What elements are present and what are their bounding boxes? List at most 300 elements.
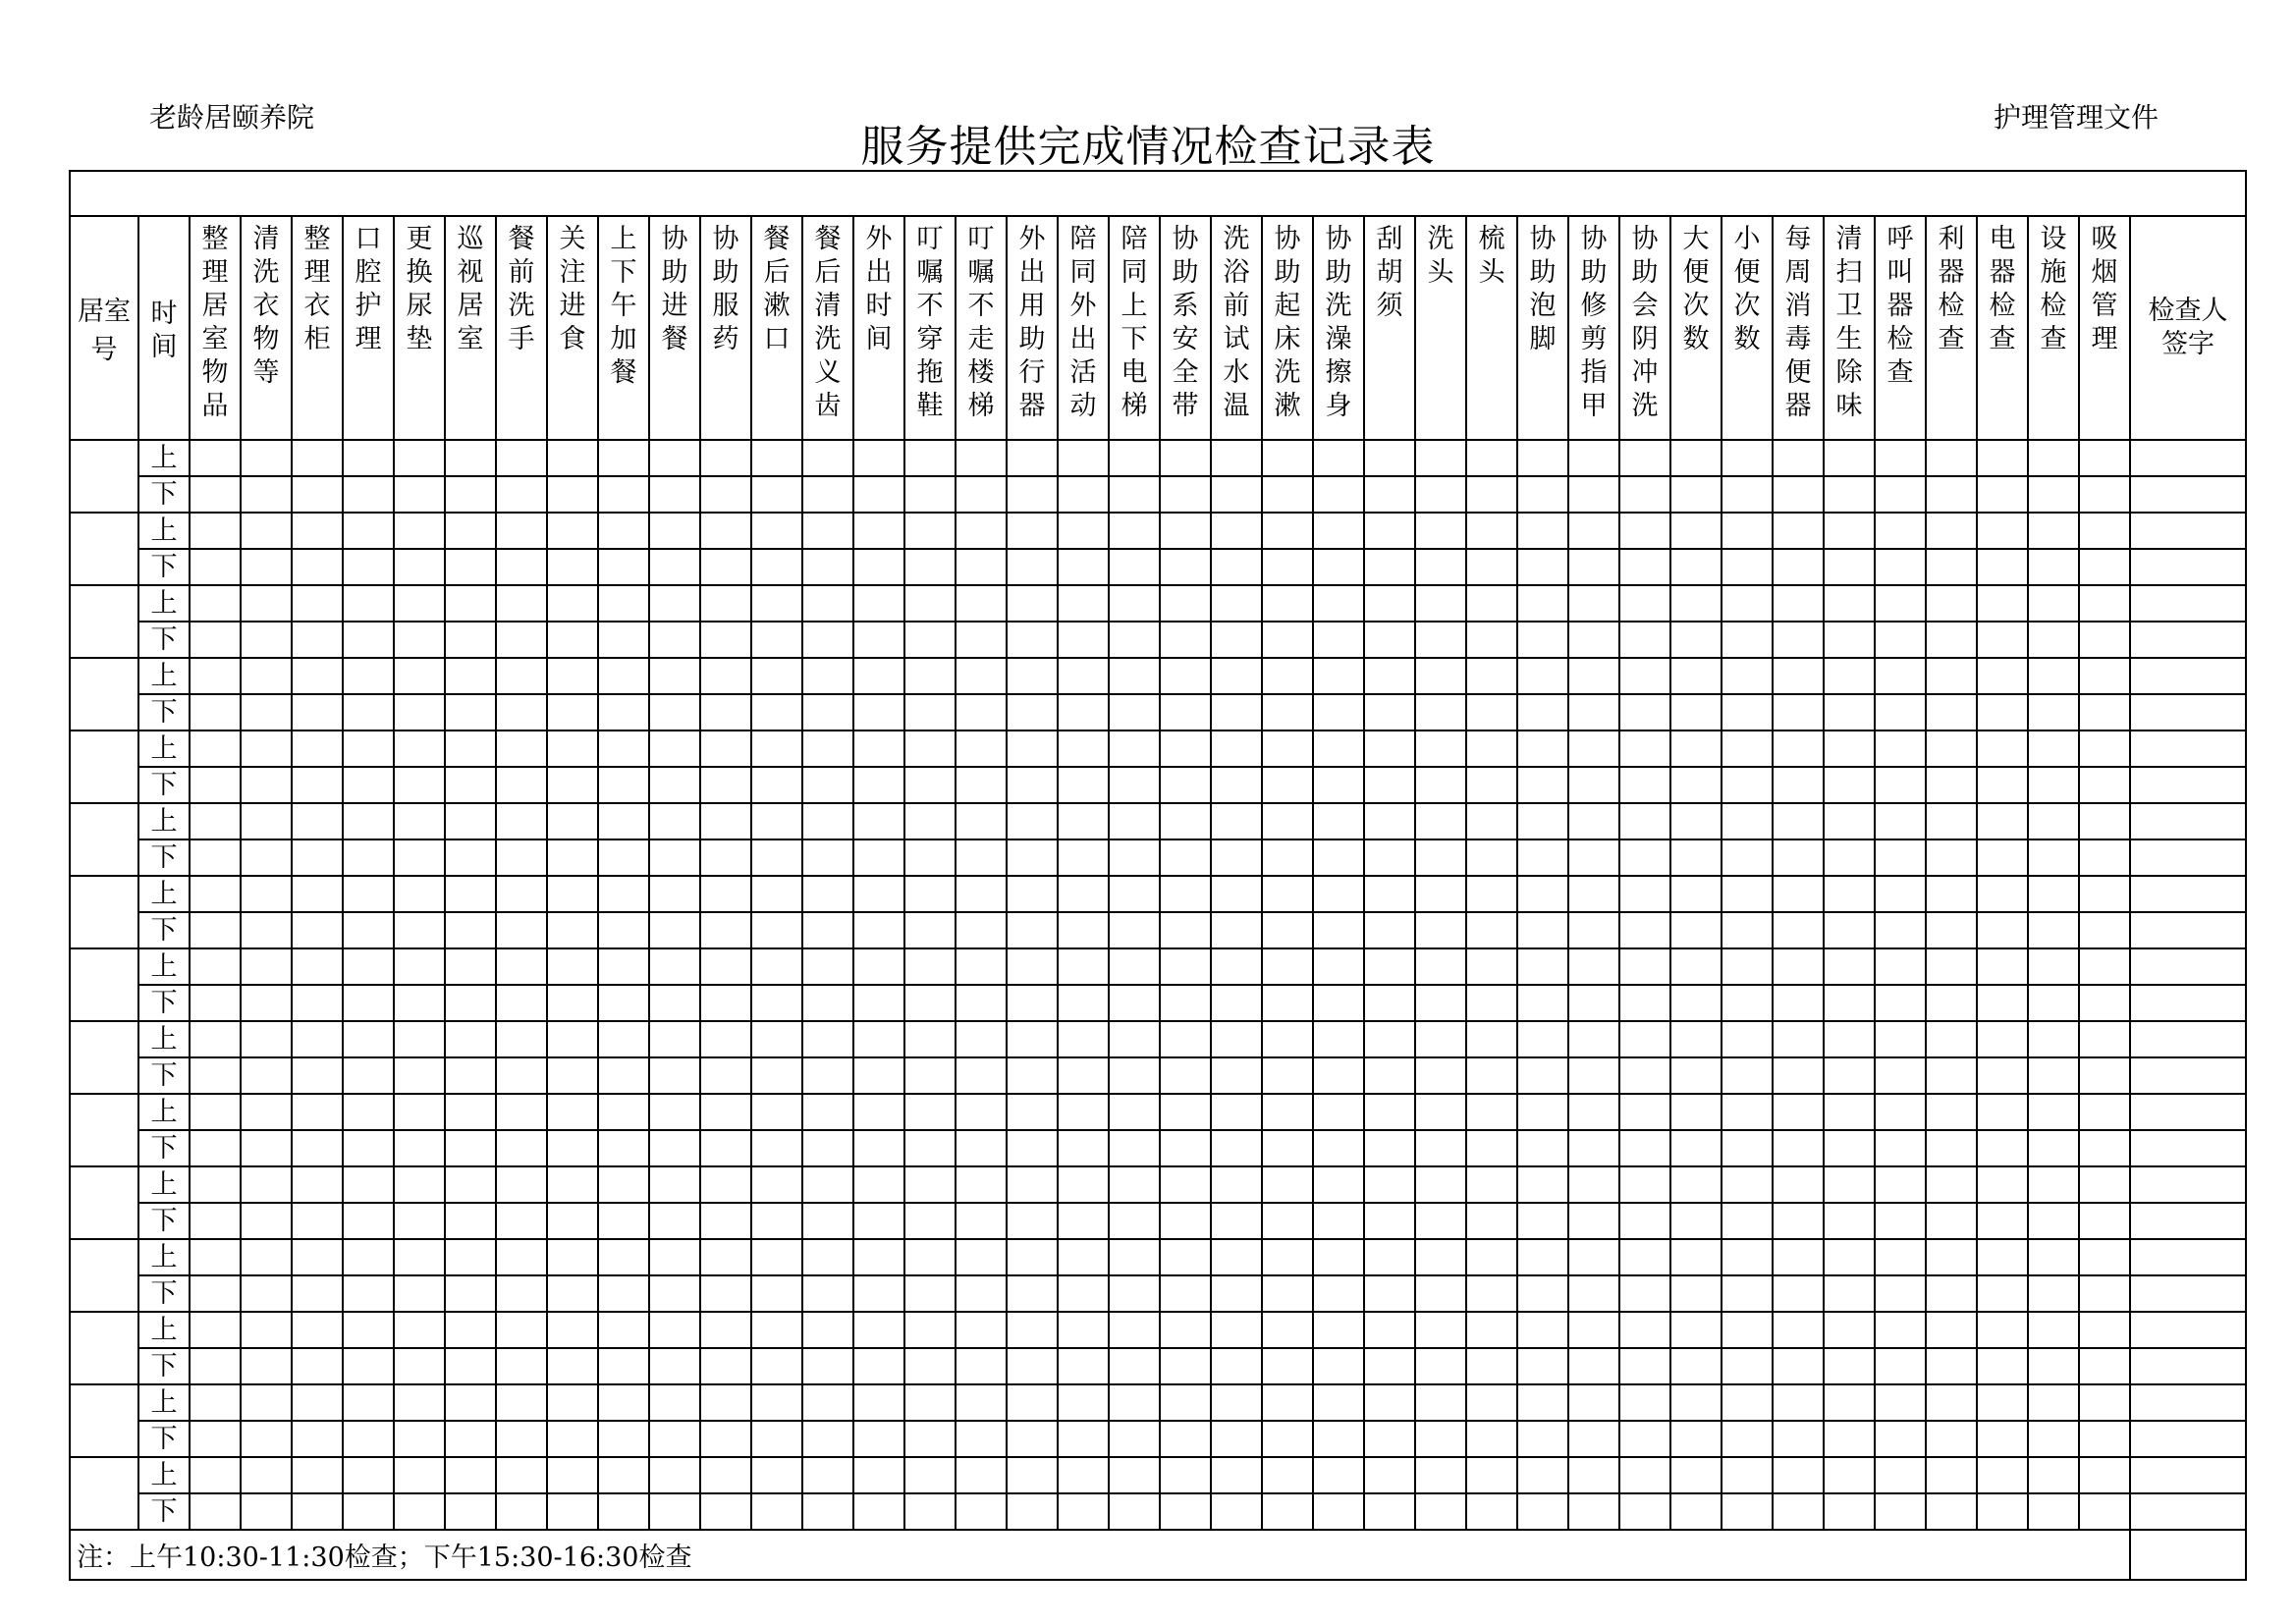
check-cell[interactable] — [1160, 767, 1211, 803]
check-cell[interactable] — [292, 1021, 343, 1057]
check-cell[interactable] — [1619, 767, 1670, 803]
check-cell[interactable] — [1160, 1239, 1211, 1275]
check-cell[interactable] — [343, 549, 394, 585]
check-cell[interactable] — [1007, 803, 1058, 839]
check-cell[interactable] — [1619, 585, 1670, 622]
check-cell[interactable] — [956, 1239, 1007, 1275]
check-cell[interactable] — [292, 948, 343, 985]
check-cell[interactable] — [1262, 1203, 1313, 1239]
check-cell[interactable] — [190, 1130, 241, 1166]
check-cell[interactable] — [1977, 1094, 2028, 1130]
check-cell[interactable] — [1058, 948, 1109, 985]
check-cell[interactable] — [1007, 1166, 1058, 1203]
check-cell[interactable] — [343, 985, 394, 1021]
check-cell[interactable] — [190, 1384, 241, 1421]
check-cell[interactable] — [190, 585, 241, 622]
check-cell[interactable] — [1977, 440, 2028, 476]
check-cell[interactable] — [802, 622, 853, 658]
check-cell[interactable] — [1058, 767, 1109, 803]
signature-cell[interactable] — [2130, 1312, 2246, 1348]
check-cell[interactable] — [1977, 767, 2028, 803]
check-cell[interactable] — [1926, 440, 1977, 476]
check-cell[interactable] — [1058, 513, 1109, 549]
check-cell[interactable] — [343, 1493, 394, 1530]
check-cell[interactable] — [1211, 658, 1262, 694]
check-cell[interactable] — [802, 1021, 853, 1057]
check-cell[interactable] — [1364, 694, 1415, 731]
check-cell[interactable] — [1109, 1239, 1160, 1275]
check-cell[interactable] — [496, 1384, 547, 1421]
check-cell[interactable] — [1466, 1348, 1517, 1384]
check-cell[interactable] — [1517, 767, 1568, 803]
check-cell[interactable] — [598, 1457, 649, 1493]
check-cell[interactable] — [496, 513, 547, 549]
check-cell[interactable] — [1364, 1057, 1415, 1094]
check-cell[interactable] — [853, 440, 904, 476]
signature-cell[interactable] — [2130, 1203, 2246, 1239]
check-cell[interactable] — [956, 767, 1007, 803]
check-cell[interactable] — [241, 839, 292, 876]
check-cell[interactable] — [1313, 1348, 1364, 1384]
room-number-cell[interactable] — [70, 1094, 138, 1166]
check-cell[interactable] — [649, 513, 700, 549]
check-cell[interactable] — [1160, 912, 1211, 948]
check-cell[interactable] — [1977, 476, 2028, 513]
check-cell[interactable] — [1824, 549, 1875, 585]
check-cell[interactable] — [241, 1421, 292, 1457]
check-cell[interactable] — [1517, 1203, 1568, 1239]
check-cell[interactable] — [904, 622, 956, 658]
check-cell[interactable] — [1517, 1094, 1568, 1130]
check-cell[interactable] — [1824, 1421, 1875, 1457]
check-cell[interactable] — [1670, 1275, 1722, 1312]
check-cell[interactable] — [547, 948, 598, 985]
check-cell[interactable] — [1007, 1239, 1058, 1275]
check-cell[interactable] — [598, 1021, 649, 1057]
check-cell[interactable] — [2079, 1021, 2130, 1057]
check-cell[interactable] — [1211, 1239, 1262, 1275]
check-cell[interactable] — [1262, 912, 1313, 948]
check-cell[interactable] — [190, 985, 241, 1021]
check-cell[interactable] — [1160, 1457, 1211, 1493]
check-cell[interactable] — [1568, 476, 1619, 513]
check-cell[interactable] — [700, 585, 751, 622]
check-cell[interactable] — [1466, 1203, 1517, 1239]
check-cell[interactable] — [956, 1275, 1007, 1312]
check-cell[interactable] — [1977, 513, 2028, 549]
check-cell[interactable] — [445, 1130, 496, 1166]
check-cell[interactable] — [956, 622, 1007, 658]
check-cell[interactable] — [1926, 1203, 1977, 1239]
check-cell[interactable] — [1670, 1166, 1722, 1203]
check-cell[interactable] — [1670, 1239, 1722, 1275]
check-cell[interactable] — [802, 839, 853, 876]
check-cell[interactable] — [1517, 1021, 1568, 1057]
check-cell[interactable] — [751, 440, 802, 476]
check-cell[interactable] — [1058, 1021, 1109, 1057]
check-cell[interactable] — [1722, 948, 1773, 985]
check-cell[interactable] — [853, 767, 904, 803]
check-cell[interactable] — [751, 658, 802, 694]
check-cell[interactable] — [1160, 440, 1211, 476]
check-cell[interactable] — [292, 1312, 343, 1348]
check-cell[interactable] — [1160, 549, 1211, 585]
check-cell[interactable] — [190, 622, 241, 658]
check-cell[interactable] — [956, 1094, 1007, 1130]
check-cell[interactable] — [292, 1203, 343, 1239]
check-cell[interactable] — [853, 1348, 904, 1384]
check-cell[interactable] — [1773, 513, 1824, 549]
check-cell[interactable] — [1977, 658, 2028, 694]
check-cell[interactable] — [1619, 985, 1670, 1021]
check-cell[interactable] — [2079, 948, 2130, 985]
check-cell[interactable] — [1568, 1166, 1619, 1203]
check-cell[interactable] — [1313, 440, 1364, 476]
check-cell[interactable] — [2028, 1166, 2079, 1203]
check-cell[interactable] — [2079, 767, 2130, 803]
check-cell[interactable] — [1262, 1057, 1313, 1094]
check-cell[interactable] — [1722, 1275, 1773, 1312]
check-cell[interactable] — [1007, 1457, 1058, 1493]
check-cell[interactable] — [1058, 549, 1109, 585]
check-cell[interactable] — [547, 767, 598, 803]
signature-cell[interactable] — [2130, 658, 2246, 694]
check-cell[interactable] — [1773, 1021, 1824, 1057]
check-cell[interactable] — [1211, 839, 1262, 876]
check-cell[interactable] — [1875, 1348, 1926, 1384]
check-cell[interactable] — [496, 948, 547, 985]
check-cell[interactable] — [241, 1166, 292, 1203]
check-cell[interactable] — [1211, 1166, 1262, 1203]
check-cell[interactable] — [343, 912, 394, 948]
check-cell[interactable] — [394, 1166, 445, 1203]
check-cell[interactable] — [700, 513, 751, 549]
check-cell[interactable] — [2079, 658, 2130, 694]
check-cell[interactable] — [649, 985, 700, 1021]
check-cell[interactable] — [853, 912, 904, 948]
check-cell[interactable] — [1773, 1275, 1824, 1312]
check-cell[interactable] — [1160, 1021, 1211, 1057]
check-cell[interactable] — [1007, 1493, 1058, 1530]
signature-cell[interactable] — [2130, 549, 2246, 585]
check-cell[interactable] — [190, 1312, 241, 1348]
check-cell[interactable] — [1364, 985, 1415, 1021]
check-cell[interactable] — [1262, 658, 1313, 694]
check-cell[interactable] — [1926, 1021, 1977, 1057]
check-cell[interactable] — [2028, 1457, 2079, 1493]
check-cell[interactable] — [1109, 1275, 1160, 1312]
check-cell[interactable] — [394, 440, 445, 476]
check-cell[interactable] — [649, 440, 700, 476]
check-cell[interactable] — [1722, 1203, 1773, 1239]
check-cell[interactable] — [190, 1348, 241, 1384]
check-cell[interactable] — [1364, 767, 1415, 803]
check-cell[interactable] — [853, 948, 904, 985]
check-cell[interactable] — [2028, 1384, 2079, 1421]
check-cell[interactable] — [853, 1493, 904, 1530]
check-cell[interactable] — [700, 658, 751, 694]
check-cell[interactable] — [1313, 1021, 1364, 1057]
check-cell[interactable] — [1364, 1348, 1415, 1384]
check-cell[interactable] — [1670, 1094, 1722, 1130]
check-cell[interactable] — [700, 1239, 751, 1275]
check-cell[interactable] — [853, 1166, 904, 1203]
check-cell[interactable] — [956, 948, 1007, 985]
check-cell[interactable] — [1875, 1493, 1926, 1530]
check-cell[interactable] — [547, 1275, 598, 1312]
check-cell[interactable] — [1517, 694, 1568, 731]
check-cell[interactable] — [751, 1094, 802, 1130]
check-cell[interactable] — [1007, 1384, 1058, 1421]
check-cell[interactable] — [190, 731, 241, 767]
check-cell[interactable] — [1313, 1094, 1364, 1130]
check-cell[interactable] — [1977, 1239, 2028, 1275]
check-cell[interactable] — [1517, 985, 1568, 1021]
check-cell[interactable] — [1875, 948, 1926, 985]
check-cell[interactable] — [1109, 1457, 1160, 1493]
check-cell[interactable] — [2079, 622, 2130, 658]
check-cell[interactable] — [1313, 585, 1364, 622]
signature-cell[interactable] — [2130, 912, 2246, 948]
check-cell[interactable] — [1058, 1384, 1109, 1421]
check-cell[interactable] — [598, 549, 649, 585]
check-cell[interactable] — [1313, 803, 1364, 839]
check-cell[interactable] — [1211, 1493, 1262, 1530]
check-cell[interactable] — [496, 1457, 547, 1493]
check-cell[interactable] — [241, 912, 292, 948]
check-cell[interactable] — [1058, 1348, 1109, 1384]
check-cell[interactable] — [445, 1384, 496, 1421]
check-cell[interactable] — [1262, 1493, 1313, 1530]
check-cell[interactable] — [1313, 767, 1364, 803]
check-cell[interactable] — [343, 1312, 394, 1348]
check-cell[interactable] — [1773, 1384, 1824, 1421]
check-cell[interactable] — [1109, 585, 1160, 622]
check-cell[interactable] — [2028, 767, 2079, 803]
check-cell[interactable] — [649, 694, 700, 731]
check-cell[interactable] — [649, 948, 700, 985]
check-cell[interactable] — [1160, 513, 1211, 549]
check-cell[interactable] — [1109, 912, 1160, 948]
check-cell[interactable] — [649, 1348, 700, 1384]
room-number-cell[interactable] — [70, 876, 138, 948]
check-cell[interactable] — [292, 622, 343, 658]
check-cell[interactable] — [547, 839, 598, 876]
check-cell[interactable] — [190, 1094, 241, 1130]
check-cell[interactable] — [1109, 694, 1160, 731]
check-cell[interactable] — [1211, 876, 1262, 912]
check-cell[interactable] — [1211, 767, 1262, 803]
check-cell[interactable] — [190, 948, 241, 985]
check-cell[interactable] — [1926, 549, 1977, 585]
check-cell[interactable] — [1313, 1457, 1364, 1493]
check-cell[interactable] — [1568, 1457, 1619, 1493]
check-cell[interactable] — [1977, 731, 2028, 767]
check-cell[interactable] — [1109, 513, 1160, 549]
check-cell[interactable] — [2079, 1166, 2130, 1203]
check-cell[interactable] — [547, 513, 598, 549]
check-cell[interactable] — [1977, 876, 2028, 912]
check-cell[interactable] — [343, 767, 394, 803]
signature-cell[interactable] — [2130, 1166, 2246, 1203]
check-cell[interactable] — [241, 476, 292, 513]
check-cell[interactable] — [1007, 948, 1058, 985]
check-cell[interactable] — [1058, 1493, 1109, 1530]
check-cell[interactable] — [853, 1203, 904, 1239]
check-cell[interactable] — [1670, 985, 1722, 1021]
check-cell[interactable] — [1824, 1457, 1875, 1493]
check-cell[interactable] — [1415, 658, 1466, 694]
check-cell[interactable] — [1568, 839, 1619, 876]
check-cell[interactable] — [496, 1203, 547, 1239]
check-cell[interactable] — [1466, 1166, 1517, 1203]
check-cell[interactable] — [1722, 1348, 1773, 1384]
check-cell[interactable] — [1415, 1493, 1466, 1530]
check-cell[interactable] — [956, 839, 1007, 876]
check-cell[interactable] — [1262, 1348, 1313, 1384]
check-cell[interactable] — [1466, 622, 1517, 658]
check-cell[interactable] — [598, 1203, 649, 1239]
check-cell[interactable] — [700, 1057, 751, 1094]
check-cell[interactable] — [700, 985, 751, 1021]
check-cell[interactable] — [700, 1421, 751, 1457]
check-cell[interactable] — [1160, 1094, 1211, 1130]
check-cell[interactable] — [802, 985, 853, 1021]
check-cell[interactable] — [292, 839, 343, 876]
check-cell[interactable] — [547, 476, 598, 513]
check-cell[interactable] — [751, 1203, 802, 1239]
check-cell[interactable] — [2028, 985, 2079, 1021]
check-cell[interactable] — [853, 985, 904, 1021]
check-cell[interactable] — [547, 1312, 598, 1348]
check-cell[interactable] — [1773, 985, 1824, 1021]
check-cell[interactable] — [1824, 767, 1875, 803]
check-cell[interactable] — [802, 658, 853, 694]
signature-cell[interactable] — [2130, 876, 2246, 912]
check-cell[interactable] — [394, 658, 445, 694]
check-cell[interactable] — [547, 658, 598, 694]
check-cell[interactable] — [547, 1021, 598, 1057]
check-cell[interactable] — [904, 839, 956, 876]
check-cell[interactable] — [445, 731, 496, 767]
check-cell[interactable] — [1619, 658, 1670, 694]
check-cell[interactable] — [802, 912, 853, 948]
check-cell[interactable] — [1926, 1384, 1977, 1421]
check-cell[interactable] — [1722, 767, 1773, 803]
check-cell[interactable] — [1773, 1203, 1824, 1239]
check-cell[interactable] — [1824, 876, 1875, 912]
check-cell[interactable] — [292, 694, 343, 731]
signature-cell[interactable] — [2130, 1057, 2246, 1094]
check-cell[interactable] — [1262, 1239, 1313, 1275]
check-cell[interactable] — [1670, 912, 1722, 948]
check-cell[interactable] — [1058, 476, 1109, 513]
check-cell[interactable] — [904, 731, 956, 767]
check-cell[interactable] — [343, 1166, 394, 1203]
check-cell[interactable] — [2028, 1203, 2079, 1239]
room-number-cell[interactable] — [70, 658, 138, 731]
check-cell[interactable] — [1364, 1384, 1415, 1421]
check-cell[interactable] — [1773, 585, 1824, 622]
check-cell[interactable] — [1824, 1057, 1875, 1094]
check-cell[interactable] — [1977, 694, 2028, 731]
check-cell[interactable] — [1517, 839, 1568, 876]
check-cell[interactable] — [853, 1021, 904, 1057]
check-cell[interactable] — [496, 731, 547, 767]
check-cell[interactable] — [1670, 694, 1722, 731]
check-cell[interactable] — [1109, 948, 1160, 985]
check-cell[interactable] — [394, 513, 445, 549]
check-cell[interactable] — [1160, 985, 1211, 1021]
check-cell[interactable] — [649, 1021, 700, 1057]
check-cell[interactable] — [241, 876, 292, 912]
check-cell[interactable] — [445, 476, 496, 513]
check-cell[interactable] — [1517, 948, 1568, 985]
check-cell[interactable] — [445, 876, 496, 912]
check-cell[interactable] — [1517, 1457, 1568, 1493]
check-cell[interactable] — [394, 839, 445, 876]
check-cell[interactable] — [1517, 549, 1568, 585]
check-cell[interactable] — [1619, 731, 1670, 767]
check-cell[interactable] — [802, 803, 853, 839]
check-cell[interactable] — [241, 1312, 292, 1348]
check-cell[interactable] — [751, 876, 802, 912]
check-cell[interactable] — [904, 1457, 956, 1493]
check-cell[interactable] — [649, 622, 700, 658]
check-cell[interactable] — [2028, 1312, 2079, 1348]
check-cell[interactable] — [700, 1166, 751, 1203]
check-cell[interactable] — [2028, 440, 2079, 476]
check-cell[interactable] — [1722, 1021, 1773, 1057]
check-cell[interactable] — [2079, 1493, 2130, 1530]
room-number-cell[interactable] — [70, 731, 138, 803]
check-cell[interactable] — [445, 1312, 496, 1348]
check-cell[interactable] — [1824, 1493, 1875, 1530]
check-cell[interactable] — [1415, 1421, 1466, 1457]
check-cell[interactable] — [1211, 1421, 1262, 1457]
check-cell[interactable] — [1977, 839, 2028, 876]
check-cell[interactable] — [1109, 1166, 1160, 1203]
check-cell[interactable] — [394, 803, 445, 839]
check-cell[interactable] — [802, 1057, 853, 1094]
check-cell[interactable] — [1773, 549, 1824, 585]
check-cell[interactable] — [241, 803, 292, 839]
check-cell[interactable] — [1466, 876, 1517, 912]
check-cell[interactable] — [445, 513, 496, 549]
check-cell[interactable] — [1722, 1094, 1773, 1130]
check-cell[interactable] — [1619, 694, 1670, 731]
check-cell[interactable] — [751, 1021, 802, 1057]
check-cell[interactable] — [1926, 658, 1977, 694]
check-cell[interactable] — [1670, 622, 1722, 658]
check-cell[interactable] — [1773, 948, 1824, 985]
check-cell[interactable] — [904, 1348, 956, 1384]
check-cell[interactable] — [1415, 985, 1466, 1021]
check-cell[interactable] — [1262, 1130, 1313, 1166]
check-cell[interactable] — [1007, 1130, 1058, 1166]
check-cell[interactable] — [598, 948, 649, 985]
check-cell[interactable] — [1364, 803, 1415, 839]
check-cell[interactable] — [1466, 1457, 1517, 1493]
check-cell[interactable] — [1722, 803, 1773, 839]
check-cell[interactable] — [445, 912, 496, 948]
check-cell[interactable] — [802, 476, 853, 513]
check-cell[interactable] — [1824, 658, 1875, 694]
check-cell[interactable] — [190, 767, 241, 803]
check-cell[interactable] — [649, 1057, 700, 1094]
check-cell[interactable] — [2079, 694, 2130, 731]
check-cell[interactable] — [292, 1348, 343, 1384]
